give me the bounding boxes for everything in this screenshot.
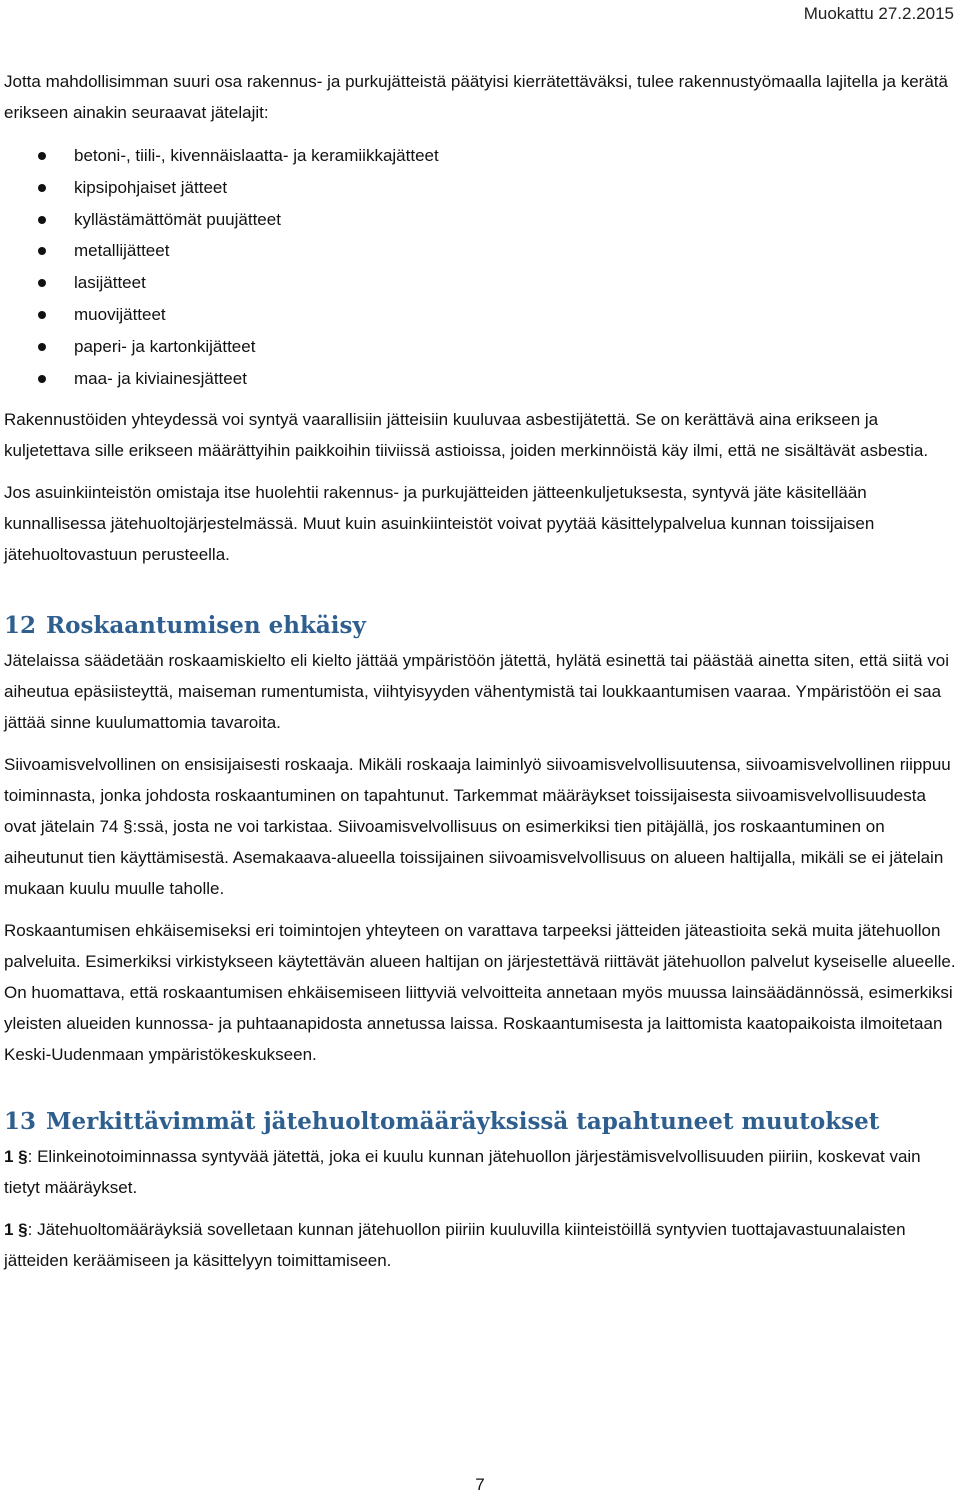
section-12-heading xyxy=(4,609,956,643)
bullet-icon xyxy=(38,375,46,383)
list-item: kyllästämättömät puujätteet xyxy=(4,204,956,236)
housing-paragraph: Jos asuinkiinteistön omistaja itse huolehtii rakennus- ja purkujätteiden jätteenkuljetuksesta, syntyvä jäte käsitellään kunnallisessa jätehuoltojärjestelmässä. Muut kuin asuinkiinteistöt voivat pyytää käsittelypalvelua kunnan toissijaisen jätehuoltovastuun perusteella. xyxy=(4,483,875,565)
section-13-item: 1 §: Elinkeinotoiminnassa syntyvää jätettä, joka ei kuulu kunnan jätehuollon järjestämisvelvollisuuden piiriin, koskevat vain tietyt määräykset. xyxy=(4,1147,921,1198)
section-number: 13 xyxy=(4,1108,37,1136)
section-12-paragraph: Siivoamisvelvollinen on ensisijaisesti roskaaja. Mikäli roskaaja laiminlyö siivoamisvelvollisuutensa, siivoamisvelvollinen riippuu toiminnasta, jonka johdosta roskaantuminen on tapahtunut. Tarkemmat määräykset toissijaisesta siivoamisvelvollisuudesta ovat jätelain 74 §:ssä, josta ne voi tarkistaa. Siivoamisvelvollisuus on esimerkiksi tien pitäjällä, jos roskaantuminen on aiheutunut tien käyttämisestä. Asemakaava-alueella toissijainen siivoamisvelvollisuus on alueen haltijalla, mikäli se ei jätelain mukaan kuulu muulle taholle. xyxy=(4,755,951,899)
bullet-icon xyxy=(38,216,46,224)
section-13-item: 1 §: Jätehuoltomääräyksiä sovelletaan kunnan jätehuollon piiriin kuuluvilla kiinteistöillä syntyvien tuottajavastuunalaisten jätteiden keräämiseen ja käsittelyyn toimittamiseen. xyxy=(4,1220,906,1271)
list-item: maa- ja kiviainesjätteet xyxy=(4,363,956,395)
intro-paragraph: Jotta mahdollisimman suuri osa rakennus- ja purkujätteistä päätyisi kierrätettäväksi, tulee rakennustyömaalla lajitella ja kerätä erikseen ainakin seuraavat jätelajit: xyxy=(4,72,948,122)
section-number: 12 xyxy=(4,612,37,640)
asbestos-paragraph: Rakennustöiden yhteydessä voi syntyä vaarallisiin jätteisiin kuuluvaa asbestijätettä. Se on kerättävä aina erikseen ja kuljetettava sille erikseen määrättyihin paikkoihin tiiviissä astioissa, joiden merkinnöistä käy ilmi, että ne sisältävät asbestia. xyxy=(4,410,929,461)
header-date: Muokattu 27.2.2015 xyxy=(803,4,954,23)
page-number: 7 xyxy=(475,1475,485,1494)
bullet-icon xyxy=(38,311,46,319)
waste-type-list xyxy=(4,140,956,394)
section-title: Merkittävimmät jätehuoltomääräyksissä tapahtuneet muutokset xyxy=(46,1108,880,1136)
list-item: lasijätteet xyxy=(4,267,956,299)
bullet-icon xyxy=(38,343,46,351)
document-body xyxy=(4,66,956,1276)
section-13-heading xyxy=(4,1105,956,1139)
paragraph-mark: 1 § xyxy=(4,1147,28,1167)
section-12-paragraph: Jätelaissa säädetään roskaamiskielto eli kielto jättää ympäristöön jätettä, hylätä esinettä tai päästää ainetta siten, että siitä voi aiheutua epäsiisteyttä, maiseman rumentumista, viihtyisyyden vähentymistä tai loukkaantumisen vaaraa. Ympäristöön ei saa jättää sinne kuulumattomia tavaroita. xyxy=(4,651,949,733)
list-item: muovijätteet xyxy=(4,299,956,331)
bullet-icon xyxy=(38,152,46,160)
list-item: paperi- ja kartonkijätteet xyxy=(4,331,956,363)
bullet-icon xyxy=(38,279,46,287)
bullet-icon xyxy=(38,247,46,255)
list-item: kipsipohjaiset jätteet xyxy=(4,172,956,204)
bullet-icon xyxy=(38,184,46,192)
section-title: Roskaantumisen ehkäisy xyxy=(46,612,366,640)
section-12-paragraph: Roskaantumisen ehkäisemiseksi eri toimintojen yhteyteen on varattava tarpeeksi jätteiden jäteastioita sekä muita jätehuollon palveluita. Esimerkiksi virkistykseen käytettävän alueen haltijan on järjestettävä riittävät jätehuollon palvelut kyseiselle alueelle. On huomattava, että roskaantumisen ehkäisemiseen liittyviä velvoitteita annetaan myös muussa lainsäädännössä, esimerkiksi yleisten alueiden kunnossa- ja puhtaanapidosta annetussa laissa. Roskaantumisesta ja laittomista kaatopaikoista ilmoitetaan Keski-Uudenmaan ympäristökeskukseen. xyxy=(4,921,956,1065)
list-item: betoni-, tiili-, kivennäislaatta- ja keramiikkajätteet xyxy=(4,140,956,172)
paragraph-mark: 1 § xyxy=(4,1220,28,1240)
list-item: metallijätteet xyxy=(4,235,956,267)
